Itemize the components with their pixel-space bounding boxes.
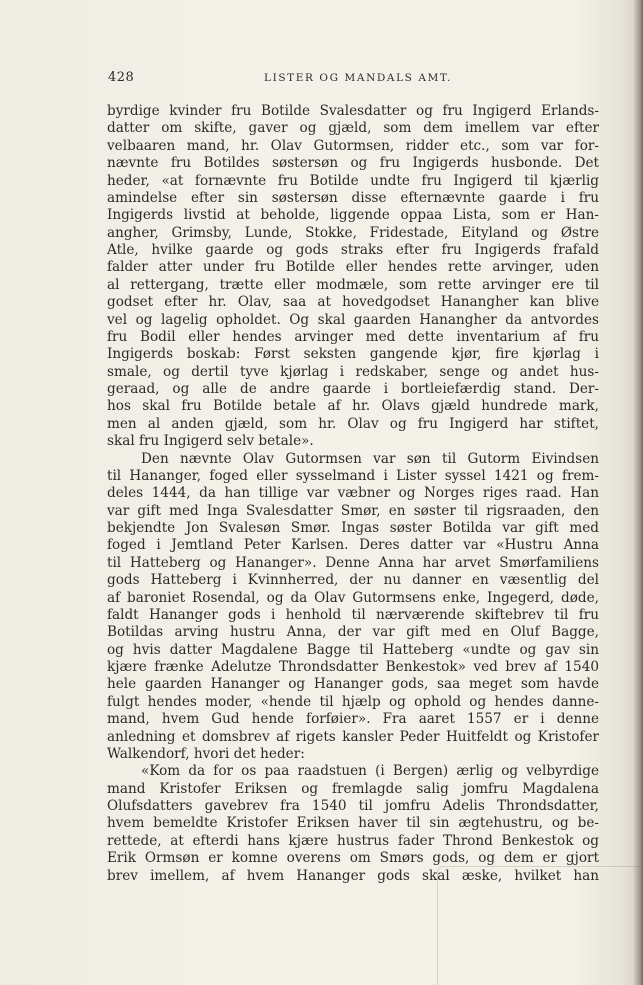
text-line: fulgt hendes moder, «hende til hjælp og ophold og hendes danne- [107, 693, 599, 710]
text-line: bekjendte Jon Svalesøn Smør. Ingas søster Botilda var gift med [107, 520, 599, 536]
text-line: mand, hvem Gud hende forføier». Fra aaret 1557 er i denne [107, 711, 599, 728]
text-line: anledning et domsbrev af rigets kansler Peder Huitfeldt og Kristofer [107, 728, 599, 745]
text-line: hos skal fru Botilde betale af hr. Olavs gjæld hundrede mark, [107, 398, 599, 415]
text-line: deles 1444, da han tillige var væbner og Norges riges raad. Han [107, 485, 599, 502]
text-line: Ingigerds boskab: Først seksten gangende kjør, fire kjørlag i [107, 346, 599, 363]
text-line: godset efter hr. Olav, saa at hovedgodset Hanangher kan blive [107, 294, 599, 311]
text-line: faldt Hananger gods i henhold til nærværende skiftebrev til fru [107, 606, 599, 623]
text-line: Olufsdatters gavebrev fra 1540 til jomfru Adelis Throndsdatter, [107, 798, 599, 814]
text-line: datter om skifte, gaver og gjæld, som dem imellem var efter [107, 120, 599, 137]
text-line: var gift med Inga Svalesdatter Smør, en søster til rigsraaden, den [107, 502, 599, 519]
text-line: byrdige kvinder fru Botilde Svalesdatter og fru Ingigerd Erlands- [107, 103, 599, 119]
text-line: mand Kristofer Eriksen og fremlagde salig jomfru Magdalena [107, 780, 599, 797]
text-line: rettede, at efterdi hans kjære hustrus fader Thrond Benkestok og [107, 832, 599, 849]
text-line: hvem bemeldte Kristofer Eriksen haver til sin ægtehustru, og be- [107, 815, 599, 832]
running-title: LISTER OG MANDALS AMT. [264, 72, 452, 84]
text-line: fru Bodil eller hendes arvinger med dette inventarium af fru [107, 328, 599, 345]
text-line: angher, Grimsby, Lunde, Stokke, Fridestade, Eityland og Østre [107, 224, 599, 241]
body-text [107, 103, 599, 885]
page-number: 428 [108, 70, 135, 85]
text-line: Den nævnte Olav Gutormsen var søn til Gutorm Eivindsen [141, 450, 599, 467]
text-line: af baroniet Rosendal, og da Olav Gutormsens enke, Ingegerd, døde, [107, 589, 599, 606]
text-line: foged i Jemtland Peter Karlsen. Deres datter var «Hustru Anna [107, 537, 599, 554]
text-line: al rettergang, trætte eller modmæle, som rette arvinger ere til [107, 276, 599, 293]
page-edge-shadow [633, 0, 643, 985]
text-line: amindelse efter sin søstersøn disse efternævnte gaarde i fru [107, 189, 599, 206]
text-line: Atle, hvilke gaarde og gods straks efter fru Ingigerds frafald [107, 242, 599, 258]
text-line: nævnte fru Botildes søstersøn og fru Ingigerds husbonde. Det [107, 155, 599, 172]
page-corner-mark [437, 866, 643, 985]
text-line: geraad, og alle de andre gaarde i bortleiefærdig stand. Der- [107, 381, 599, 397]
text-line: kjære frænke Adelutze Throndsdatter Benkestok» ved brev af 1540 [107, 659, 599, 675]
text-line: «Kom da for os paa raadstuen (i Bergen) ærlig og velbyrdige [141, 763, 599, 780]
text-line: Ingigerds livstid at beholde, liggende oppaa Lista, som er Han- [107, 207, 599, 224]
text-line: gods Hatteberg i Kvinnherred, der nu danner en væsentlig del [107, 572, 599, 589]
text-line: heder, «at fornævnte fru Botilde undte fru Ingigerd til kjærlig [107, 172, 599, 189]
text-line: velbaaren mand, hr. Olav Gutormsen, ridder etc., som var for- [107, 137, 599, 154]
text-line: hele gaarden Hananger og Hananger gods, saa meget som havde [107, 676, 599, 693]
page-header [108, 70, 598, 88]
text-line: Botildas arving hustru Anna, der var gift med en Oluf Bagge, [107, 624, 599, 641]
text-line: smale, og dertil tyve kjørlag i redskaber, senge og andet hus- [107, 363, 599, 380]
text-line: til Hatteberg og Hananger». Denne Anna har arvet Smørfamiliens [107, 554, 599, 571]
text-line: brev imellem, af hvem Hananger gods skal æske, hvilket han [107, 867, 599, 884]
text-line: Erik Ormsøn er komne overens om Smørs gods, og dem er gjort [107, 850, 599, 867]
text-line: falder atter under fru Botilde eller hendes rette arvinger, uden [107, 259, 599, 276]
text-line: vel og lagelig opholdet. Og skal gaarden Hanangher da antvordes [107, 311, 599, 328]
text-line: til Hananger, foged eller sysselmand i Lister syssel 1421 og frem- [107, 467, 599, 484]
text-line: og hvis datter Magdalene Bagge til Hatteberg «undte og gav sin [107, 641, 599, 658]
text-line: skal fru Ingigerd selv betale». [107, 433, 314, 450]
text-line: Walkendorf, hvori det heder: [107, 745, 305, 762]
text-line: men al anden gjæld, som hr. Olav og fru Ingigerd har stiftet, [107, 415, 599, 432]
